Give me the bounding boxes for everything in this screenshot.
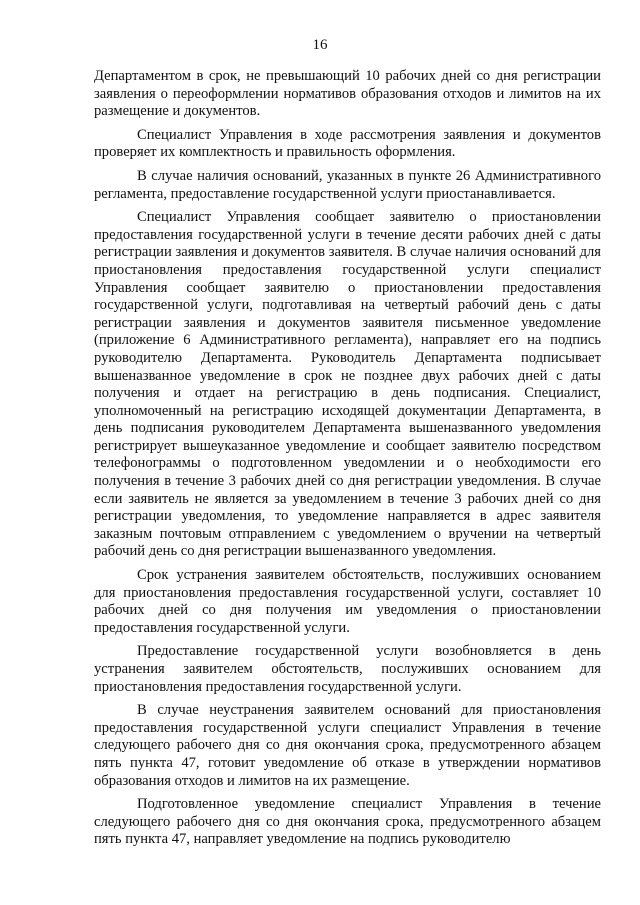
paragraph-document-check: Специалист Управления в ходе рассмотрения заявления и документов проверяет их комплектность и правильность оформления. [94, 126, 601, 161]
paragraph-continuation: Департаментом в срок, не превышающий 10 рабочих дней со дня регистрации заявления о переоформлении нормативов образования отходов и лимитов на их размещение и документов. [94, 68, 601, 120]
paragraph-elimination-term: Срок устранения заявителем обстоятельств, послуживших основанием для приостановления предоставления государственной услуги, составляет 10 рабочих дней со дня получения им уведомления о приостановлении предоставления государственной услуги. [94, 567, 601, 636]
paragraph-suspension-notice: Специалист Управления сообщает заявителю о приостановлении предоставления государственной услуги в течение десяти рабочих дней с даты регистрации заявления и документов заявителя. В случае наличия оснований для приостановления предоставления государственной услуги специалист Управления сообщает заявителю о приостановлении предоставления государственной услуги, подготавливая на четвертый рабочий день с даты регистрации заявления и документов заявителя письменное уведомление (приложение 6 Административного регламента), направляет его на подпись руководителю Департамента. Руководитель Департамента подписывает вышеназванное уведомление в срок не позднее двух рабочих дней с даты получения и отдает на регистрацию в день подписания. Специалист, уполномоченный на регистрацию исходящей документации Департамента, в день подписания руководителем Департамента вышеназванного уведомления регистрирует вышеуказанное уведомление и сообщает заявителю посредством телефонограммы о подготовленном уведомлении и о необходимости его получения в течение 3 рабочих дней со дня регистрации уведомления. В случае если заявитель не является за уведомлением в течение 3 рабочих дней со дня регистрации уведомления, то уведомление направляется в адрес заявителя заказным почтовым отправлением с уведомлением о вручении на четвертый рабочий день со дня регистрации вышеназванного уведомления. [94, 209, 601, 560]
paragraph-refusal-preparation: В случае неустранения заявителем оснований для приостановления предоставления государственной услуги специалист Управления в течение следующего рабочего дня со дня окончания срока, предусмотренного абзацем пять пункта 47, готовит уведомление об отказе в утверждении нормативов образования отходов и лимитов на их размещение. [94, 702, 601, 789]
document-body [94, 68, 601, 855]
paragraph-suspension-grounds: В случае наличия оснований, указанных в пункте 26 Административного регламента, предоставление государственной услуги приостанавливается. [94, 167, 601, 202]
page-number: 16 [312, 37, 328, 53]
paragraph-resumption: Предоставление государственной услуги возобновляется в день устранения заявителем обстоятельств, послуживших основанием для приостановления предоставления государственной услуги. [94, 643, 601, 695]
paragraph-refusal-signing: Подготовленное уведомление специалист Управления в течение следующего рабочего дня со дня окончания срока, предусмотренного абзацем пять пункта 47, направляет уведомление на подпись руководителю [94, 796, 601, 848]
